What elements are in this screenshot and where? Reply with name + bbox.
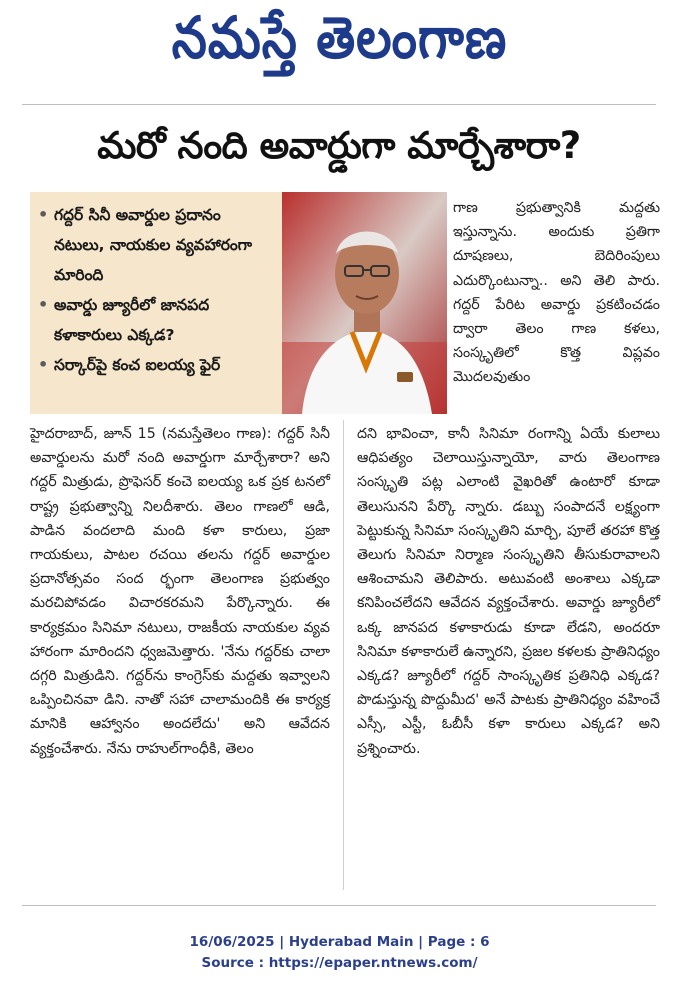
highlight-item: • గద్దర్ సినీ అవార్డుల ప్రదానం నటులు, నాయకుల వ్యవహారంగా మారింది — [38, 200, 276, 290]
column-divider — [343, 420, 344, 890]
article-body-right-top — [453, 196, 660, 418]
highlight-item: • సర్కార్‌పై కంచ ఐలయ్య ఫైర్ — [38, 350, 276, 380]
highlight-item: • అవార్డు జ్యూరీలో జానపద కళాకారులు ఎక్కడ? — [38, 290, 276, 350]
body-paragraph: హైదరాబాద్, జూన్ 15 (నమస్తేతెలం గాణ): గద్దర్ సినీ అవార్డులను మరో నంది అవార్డుగా మార్చేశారా? అని గద్దర్ మిత్రుడు, ప్రొఫెసర్ కంచె ఐలయ్య ఒక ప్రక టనలో రాష్ట్ర ప్రభుత్వాన్ని నిలదీశారు. తెలం గాణలో ఆడి, పాడిన వందలాది మంది కళా కారులు, ప్రజా గాయకులు, పాటల రచయి తలను గద్దర్ అవార్డుల ప్రదానోత్సవం సంద ర్భంగా తెలంగాణ ప్రభుత్వం మరచిపోవడం విచారకరమని పేర్కొన్నారు. ఈ కార్యక్రమం సినిమా నటులు, రాజకీయ నాయకుల వ్యవ హారంగా మారిందని ధ్వజమెత్తారు. 'నేను గద్దర్‌కు చాలా దగ్గరి మిత్రుడిని. గద్దర్‌ను కాంగ్రెస్‌కు మద్దతు ఇవ్వాలని ఒప్పించినవా డిని. నాతో సహా చాలామందికి ఈ కార్యక్ర మానికి ఆహ్వానం అందలేదు' అని ఆవేదన వ్యక్తంచేశారు. నేను రాహుల్‌గాంధీకి, తెలం — [30, 426, 330, 757]
body-paragraph: గాణ ప్రభుత్వానికి మద్దతు ఇస్తున్నాను. అందుకు ప్రతిగా దూషణలు, బెదిరింపులు ఎదుర్కొంటున్నా.. అని తెలి పారు. గద్దర్ పేరిట అవార్డు ప్రకటించడం ద్వారా తెలం గాణ కళలు, సంస్కృతిలో కొత్త విప్లవం మొదలవుతుం — [453, 200, 660, 386]
article-body-left — [30, 422, 330, 882]
body-paragraph: దని భావించా, కానీ సినిమా రంగాన్ని ఏయే కులాలు ఆధిపత్యం చెలాయిస్తున్నాయో, వారు తెలంగాణ సంస్కృతి పట్ల ఎలాంటి వైఖరితో ఉంటారో కూడా తెలుసునని పేర్కొ న్నారు. డబ్బు సంపాదనే లక్ష్యంగా పెట్టుకున్న సినిమా సంస్కృతిని మార్చి, పూలే తరహా కొత్త తెలుగు సినిమా నిర్మాణ సంస్కృతిని తీసుకురావాలని ఆశించామని తెలిపారు. అటువంటి అంశాలు ఎక్కడా కనిపించలేదని ఆవేదన వ్యక్తంచేశారు. అవార్డు జ్యూరీలో ఒక్క జానపద కళాకారుడు కూడా లేడని, అందరూ సినిమా కళాకారులే ఉన్నారని, ప్రజల కళలకు ప్రాతినిధ్యం ఎక్కడ? జ్యూరీలో గద్దర్ సాంస్కృతిక ప్రతినిధి ఎక్కడ? పొడుస్తున్న పొద్దుమీద' అనే పాటకు ప్రాతినిధ్యం వహించే ఎస్సీ, ఎస్టీ, ఓబీసీ కళా కారులు ఎక్కడ? అని ప్రశ్నించారు. — [357, 426, 660, 757]
divider — [22, 905, 656, 906]
highlights-box — [30, 192, 282, 414]
newspaper-title: నమస్తే తెలంగాణ — [171, 4, 508, 71]
footer-source: Source : https://epaper.ntnews.com/ — [201, 955, 478, 971]
article-body-right — [357, 422, 660, 892]
footer-meta: 16/06/2025 | Hyderabad Main | Page : 6 — [189, 934, 490, 950]
person-photo — [282, 192, 447, 414]
divider — [22, 104, 656, 105]
person-photo-icon — [282, 192, 447, 414]
masthead — [0, 0, 679, 90]
article-headline: మరో నంది అవార్డుగా మార్చేశారా? — [97, 124, 581, 167]
